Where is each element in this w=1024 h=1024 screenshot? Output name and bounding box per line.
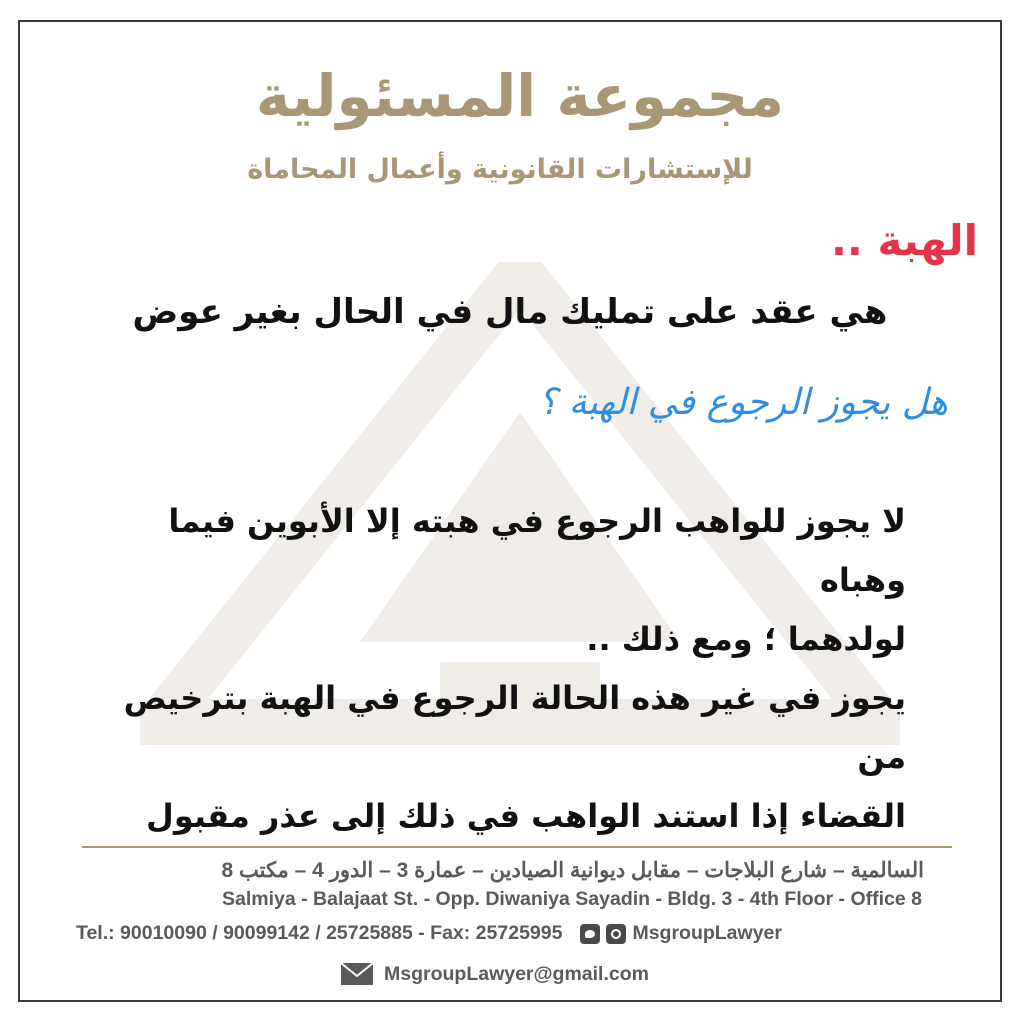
answer-line: لولدهما ؛ ومع ذلك ..	[586, 620, 906, 658]
card-frame	[18, 20, 1002, 1002]
phone-fax: Tel.: 90010090 / 90099142 / 25725885 - Fax: 25725995	[76, 922, 563, 944]
answer-line: القضاء إذا استند الواهب في ذلك إلى عذر مقبول	[146, 797, 906, 835]
definition-text: هي عقد على تمليك مال في الحال بغير عوض	[132, 292, 888, 332]
footer-divider	[82, 846, 952, 848]
email-address[interactable]: MsgroupLawyer@gmail.com	[384, 962, 649, 985]
contact-row	[76, 922, 946, 945]
address-english: Salmiya - Balajaat St. - Opp. Diwaniya Sayadin - Bldg. 3 - 4th Floor - Office 8	[222, 888, 922, 910]
answer-block	[106, 492, 906, 846]
brand-title: مجموعة المسئولية	[255, 62, 785, 130]
answer-line: يجوز في غير هذه الحالة الرجوع في الهبة بترخيص من	[123, 679, 906, 776]
address-arabic: السالمية – شارع البلاجات – مقابل ديوانية الصيادين – عمارة 3 – الدور 4 – مكتب 8	[221, 859, 924, 882]
instagram-icon[interactable]	[606, 924, 626, 944]
question-text: هل يجوز الرجوع في الهبة ؟	[538, 382, 948, 423]
social-links[interactable]	[580, 922, 782, 945]
answer-line: لا يجوز للواهب الرجوع في هبته إلا الأبوين فيما وهباه	[168, 502, 906, 599]
twitter-icon[interactable]	[580, 924, 600, 944]
topic-heading: الهبة ..	[830, 216, 978, 265]
brand-subtitle: للإستشارات القانونية وأعمال المحاماة	[247, 154, 753, 185]
mail-icon	[340, 962, 374, 986]
email-row	[340, 962, 1002, 986]
social-handle[interactable]: MsgroupLawyer	[632, 922, 782, 944]
